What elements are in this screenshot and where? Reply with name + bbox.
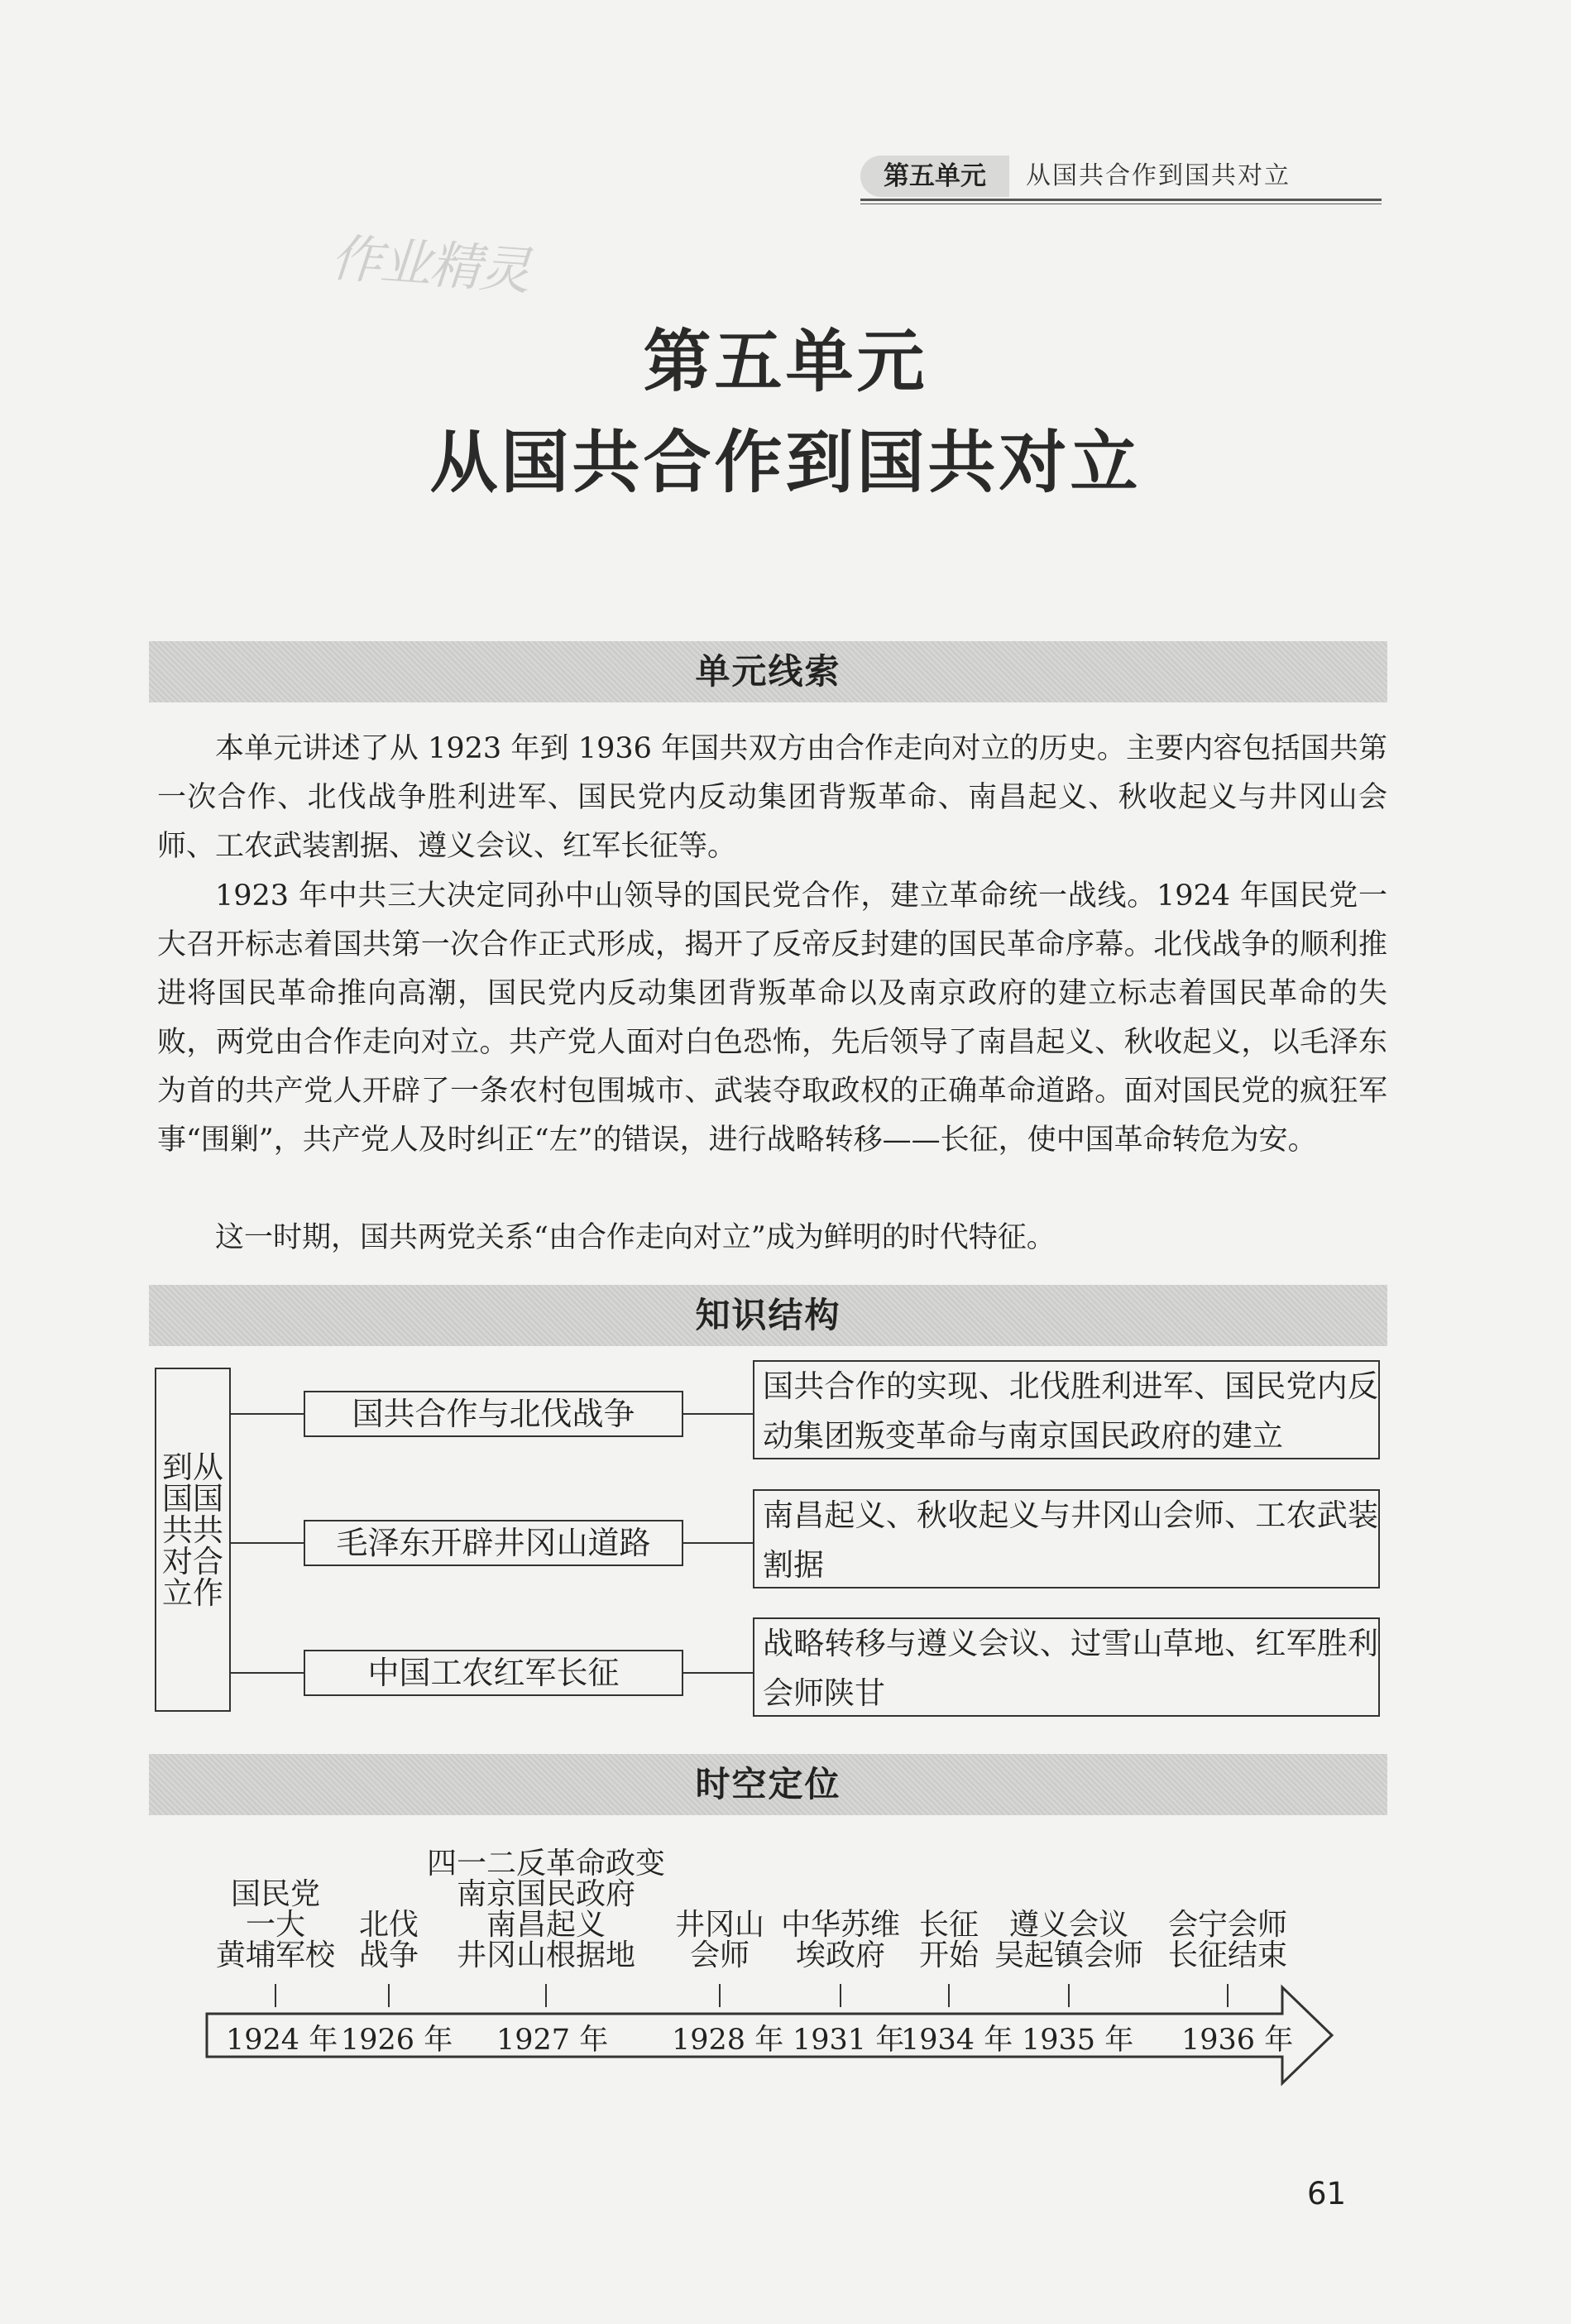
timeline-year: 1926 年	[341, 2024, 453, 2057]
timeline-event: 井冈山 会师	[674, 1908, 764, 1972]
structure-node: 毛泽东开辟井冈山道路	[304, 1520, 683, 1566]
timeline-event: 会宁会师 长征结束	[1167, 1908, 1287, 1972]
paragraph-1: 本单元讲述了从 1923 年到 1936 年国共双方由合作走向对立的历史。主要内容包括国共第一次合作、北伐战争胜利进军、国民党内反动集团背叛革命、南昌起义、秋收起义与井冈山会师、工农武装割据、遵义会议、红军长征等。	[157, 732, 1387, 863]
timeline-event: 国民党 一大 黄埔军校	[215, 1877, 335, 1972]
timeline-year: 1927 年	[496, 2024, 609, 2057]
connector	[683, 1413, 753, 1415]
section-title-timeline: 时空定位	[695, 1764, 841, 1804]
connector	[683, 1542, 753, 1544]
connector	[229, 1542, 304, 1544]
page-title: 从国共合作到国共对立	[429, 424, 1142, 502]
connector	[229, 1672, 304, 1674]
structure-node: 中国工农红军长征	[304, 1650, 683, 1696]
section-banner-timeline	[149, 1754, 1387, 1815]
unit-tag: 第五单元	[860, 156, 1009, 197]
header-rule	[860, 199, 1382, 201]
timeline-year: 1931 年	[793, 2024, 905, 2057]
timeline-tick	[388, 1984, 390, 2007]
timeline-event: 长征 开始	[918, 1908, 979, 1972]
paragraph-3: 这一时期，国共两党关系“由合作走向对立”成为鲜明的时代特征。	[215, 1221, 1056, 1254]
timeline-event: 中华苏维 埃政府	[780, 1908, 900, 1972]
paragraph-2: 1923 年中共三大决定同孙中山领导的国民党合作，建立革命统一战线。1924 年国民党一大召开标志着国共第一次合作正式形成，揭开了反帝反封建的国民革命序幕。北伐战争的顺利推进将国民革命推向高潮，国民党内反动集团背叛革命以及南京政府的建立标志着国民革命的失败，两党由合作走向对立。共产党人面对白色恐怖，先后领导了南昌起义、秋收起义，以毛泽东为首的共产党人开辟了一条农村包围城市、武装夺取政权的正确革命道路。面对国民党的疯狂军事“围剿”，共产党人及时纠正“左”的错误，进行战略转移——长征，使中国革命转危为安。	[157, 879, 1387, 1157]
timeline-event: 北伐 战争	[358, 1908, 419, 1972]
timeline-tick	[1227, 1984, 1229, 2007]
watermark: 作业精灵	[328, 227, 531, 302]
timeline-tick	[719, 1984, 721, 2007]
timeline-year: 1928 年	[672, 2024, 784, 2057]
timeline-year: 1934 年	[901, 2024, 1013, 2057]
structure-root	[155, 1368, 231, 1712]
timeline-year: 1935 年	[1022, 2024, 1134, 2057]
section-title-structure: 知识结构	[695, 1295, 841, 1335]
structure-desc: 战略转移与遵义会议、过雪山草地、红军胜利会师陕甘	[753, 1617, 1380, 1717]
page-number: 61	[1307, 2176, 1347, 2211]
connector	[683, 1672, 753, 1674]
timeline-event: 遵义会议 吴起镇会师	[994, 1908, 1143, 1972]
section-banner-clues	[149, 641, 1387, 702]
timeline-year: 1924 年	[226, 2024, 338, 2057]
timeline-year: 1936 年	[1181, 2024, 1294, 2057]
unit-subtitle: 从国共合作到国共对立	[1026, 161, 1291, 190]
timeline-tick	[948, 1984, 950, 2007]
timeline-tick	[1068, 1984, 1070, 2007]
page-title-unit: 第五单元	[643, 323, 928, 401]
connector	[229, 1413, 304, 1415]
structure-root-label: 到从 国国 共共 对合 立作	[162, 1450, 223, 1611]
timeline-tick	[545, 1984, 547, 2007]
structure-desc: 国共合作的实现、北伐胜利进军、国民党内反动集团叛变革命与南京国民政府的建立	[753, 1360, 1380, 1459]
timeline-tick	[840, 1984, 841, 2007]
section-title-clues: 单元线索	[695, 651, 841, 692]
timeline-tick	[275, 1984, 276, 2007]
structure-desc: 南昌起义、秋收起义与井冈山会师、工农武装割据	[753, 1489, 1380, 1588]
section-banner-structure	[149, 1285, 1387, 1346]
structure-node: 国共合作与北伐战争	[304, 1391, 683, 1437]
timeline-event: 四一二反革命政变 南京国民政府 南昌起义 井冈山根据地	[426, 1847, 665, 1972]
